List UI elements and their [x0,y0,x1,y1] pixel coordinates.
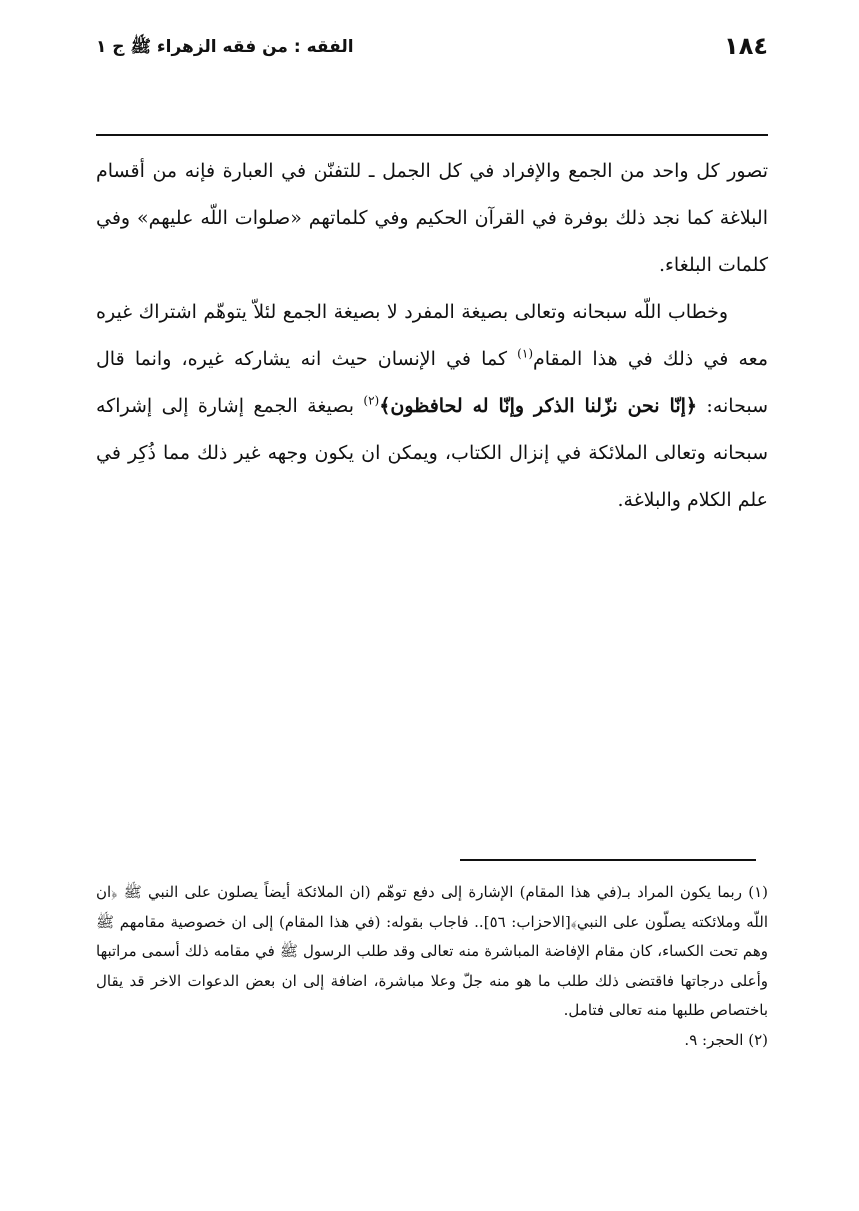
footnote-ref-2[interactable]: (٢) [363,393,380,408]
footnotes [96,878,768,1055]
header-divider [96,134,768,136]
running-title: الفقه : من فقه الزهراء ﷺ ج ١ [96,37,354,57]
footnote-2: (٢) الحجر: ٩. [684,1030,768,1049]
paragraph-2-part-3: بصيغة الجمع إشارة إلى إشراكه سبحانه وتعالى الملائكة في إنزال الكتاب، ويمكن ان يكون وجهه غير ذلك مما ذُكِر في علم الكلام والبلاغة. [96,395,768,511]
paragraph-2-part-1: وخطاب اللّه سبحانه وتعالى بصيغة المفرد لا بصيغة الجمع لئلاّ يتوهّم اشتراك غيره معه في ذلك في هذا المقام [96,301,768,370]
paragraph-1: تصور كل واحد من الجمع والإفراد في كل الجمل ـ للتفنّن في العبارة فإنه من أقسام البلاغة كما نجد ذلك بوفرة في القرآن الحكيم وفي كلماتهم «صلوات اللّه عليهم» وفي كلمات البلغاء. [96,160,768,276]
main-text [96,148,768,524]
paragraph-2 [96,289,768,524]
page-number: ١٨٤ [724,32,768,60]
footnote-1: (١) ربما يكون المراد بـ(في هذا المقام) الإشارة إلى دفع توهّم (ان الملائكة أيضاً يصلون على النبي ﷺ ﴿ان اللّه وملائكته يصلّون على النبي﴾[الاحزاب: ٥٦].. فاجاب بقوله: (في هذا المقام) إلى ان خصوصية مقامهم ﷺ وهم تحت الكساء، كان مقام الإفاضة المباشرة منه تعالى وقد طلب الرسول ﷺ في مقامه ذلك أسمى مراتبها وأعلى درجاتها فاقتضى ذلك طلب ما هو منه جلّ وعلا مباشرة، اضافة إلى ان بعض الدعوات الاخر قد يقال باختصاص طلبها منه تعالى فتامل. [96,883,768,1019]
quran-verse: ﴿إنّا نحن نزّلنا الذكر وإنّا له لحافظون﴾ [379,395,698,417]
page-header [96,32,768,72]
footnote-divider [460,859,756,861]
footnote-ref-1[interactable]: (١) [517,346,533,361]
paragraph-2-part-2: كما في الإنسان حيث انه يشاركه غيره، وانما قال سبحانه: [96,348,769,417]
